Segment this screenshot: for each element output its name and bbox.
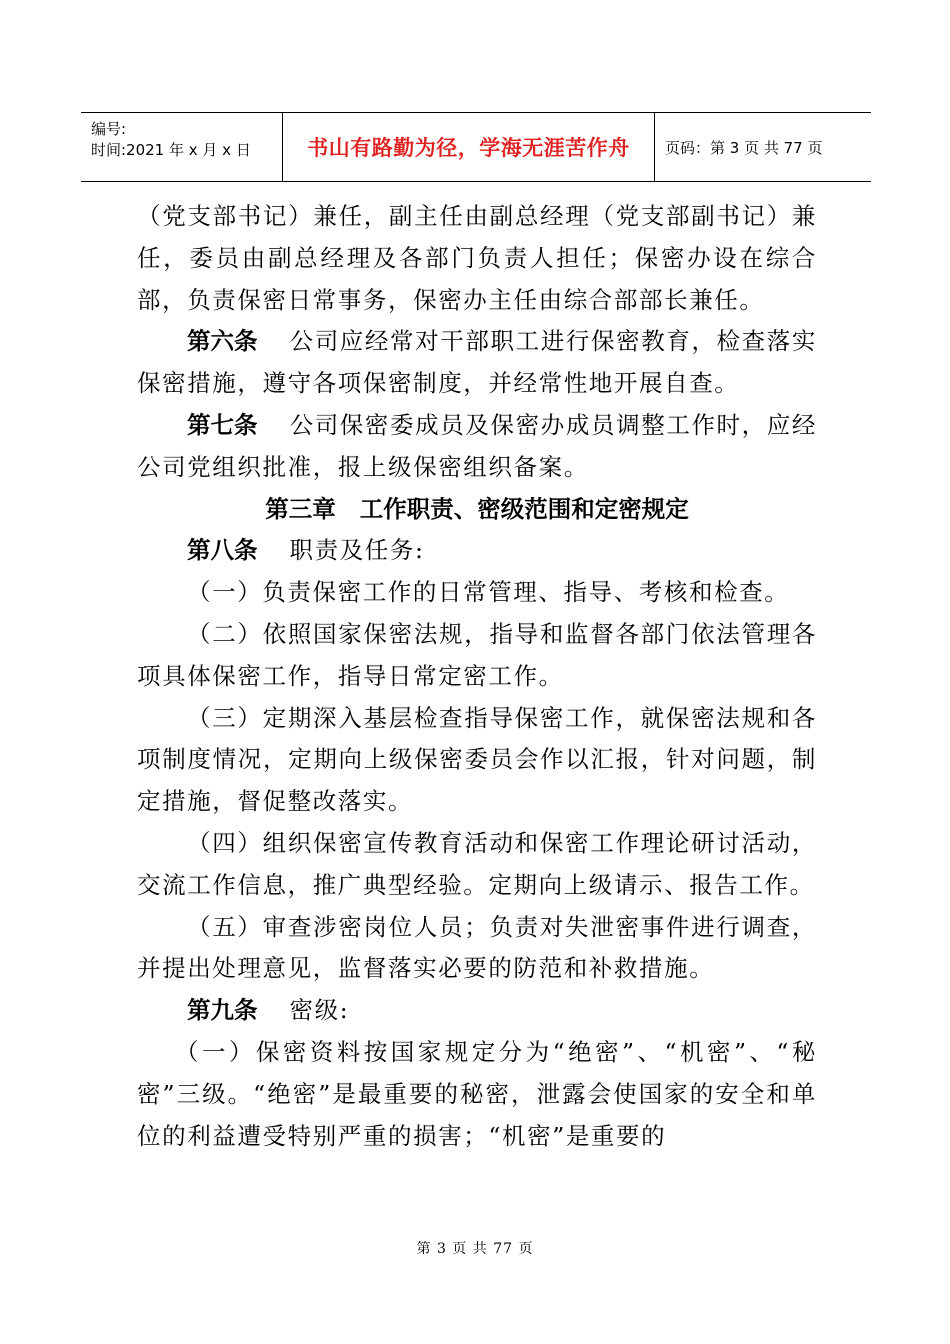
article-9-heading: 第九条 (187, 996, 258, 1025)
article-8-item-1: （一）负责保密工作的日常管理、指导、考核和检查。 (187, 578, 790, 607)
article-9-item-1: （一）保密资料按国家规定分为“绝密”、“机密”、“秘密”三级。“绝密”是最重要的秘密，泄露会使国家的安全和单位的利益遭受特别严重的损害；“机密”是重要的 (137, 1037, 817, 1150)
article-7-heading: 第七条 (187, 410, 258, 439)
motto-text: 书山有路勤为径，学海无涯苦作舟 (307, 136, 630, 160)
article-8-item-3: （三）定期深入基层检查指导保密工作，就保密法规和各项制度情况，定期向上级保密委员会作以汇报，针对问题，制定措施，督促整改落实。 (137, 703, 817, 816)
article-8-item-4: （四）组织保密宣传教育活动和保密工作理论研讨活动，交流工作信息，推广典型经验。定期向上级请示、报告工作。 (137, 828, 817, 899)
chapter-3-number: 第三章 (265, 494, 336, 523)
header-page-cell (655, 113, 871, 181)
article-8-item-2: （二）依照国家保密法规，指导和监督各部门依法管理各项具体保密工作，指导日常定密工作。 (137, 619, 817, 690)
page-footer: 第 3 页 共 77 页 (416, 1241, 534, 1257)
article-7 (137, 405, 817, 489)
article-6 (137, 321, 817, 405)
article-6-heading: 第六条 (187, 327, 258, 356)
article-7-text: 公司保密委成员及保密办成员调整工作时，应经公司党组织批准，报上级保密组织备案。 (137, 410, 818, 481)
paragraph-continuation: （党支部书记）兼任，副主任由副总经理（党支部副书记）兼任，委员由副总经理及各部门负责人担任；保密办设在综合部，负责保密日常事务，保密办主任由综合部部长兼任。 (137, 202, 817, 314)
document-header (81, 112, 871, 182)
header-motto-cell (283, 113, 655, 181)
article-8-item-5: （五）审查涉密岗位人员；负责对失泄密事件进行调查，并提出处理意见，监督落实必要的防范和补救措施。 (137, 912, 817, 983)
article-9 (137, 990, 817, 1032)
article-8-heading: 第八条 (187, 536, 258, 565)
article-8 (137, 530, 817, 572)
header-meta-cell (81, 113, 283, 181)
chapter-3-title: 工作职责、密级范围和定密规定 (359, 494, 689, 523)
article-6-text: 公司应经常对干部职工进行保密教育，检查落实保密措施，遵守各项保密制度，并经常性地开展自查。 (137, 327, 818, 398)
header-page-info: 页码：第 3 页 共 77 页 (665, 138, 823, 157)
serial-number-label: 编号: (91, 120, 127, 138)
chapter-3-heading (137, 489, 817, 531)
document-body (137, 196, 817, 1157)
date-label: 时间:2021 年 x 月 x 日 (91, 141, 251, 159)
article-9-text: 密级: (289, 996, 350, 1025)
article-8-text: 职责及任务: (289, 536, 425, 565)
